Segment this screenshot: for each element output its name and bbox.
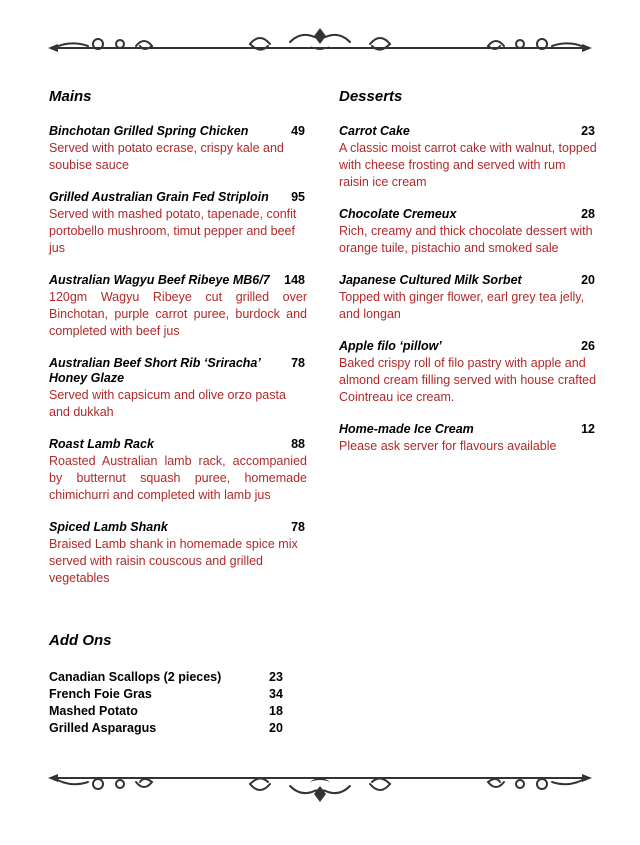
item-price: 49 xyxy=(291,124,305,138)
mains-heading: Mains xyxy=(49,88,92,105)
top-ornament xyxy=(40,22,600,62)
addon-price: 18 xyxy=(269,704,283,718)
addon-row xyxy=(49,669,299,686)
menu-item xyxy=(49,190,307,257)
mains-section xyxy=(49,88,307,603)
bottom-ornament xyxy=(40,768,600,808)
menu-item xyxy=(49,273,307,340)
item-price: 148 xyxy=(284,273,305,287)
menu-item xyxy=(339,422,597,455)
desserts-heading: Desserts xyxy=(339,88,403,105)
item-name: Carrot Cake xyxy=(339,124,410,138)
item-description: Rich, creamy and thick chocolate dessert with orange tuile, pistachio and smoked sale xyxy=(339,224,593,255)
menu-item xyxy=(49,124,307,174)
addon-price: 20 xyxy=(269,721,283,735)
item-description: Baked crispy roll of filo pastry with apple and almond cream filling served with house crafted Cointreau ice cream. xyxy=(339,356,597,404)
item-price: 12 xyxy=(581,422,595,436)
addon-price: 34 xyxy=(269,687,283,701)
item-price: 26 xyxy=(581,339,595,353)
item-price: 28 xyxy=(581,207,595,221)
addons-heading: Add Ons xyxy=(49,632,112,649)
menu-item xyxy=(339,339,597,406)
addon-row xyxy=(49,686,299,703)
item-name: Roast Lamb Rack xyxy=(49,437,154,451)
menu-item xyxy=(49,356,307,421)
item-price: 95 xyxy=(291,190,305,204)
addon-price: 23 xyxy=(269,670,283,684)
item-description: Topped with ginger flower, earl grey tea jelly, and longan xyxy=(339,290,585,321)
item-description: A classic moist carrot cake with walnut, topped with cheese frosting and served with rum raisin ice cream xyxy=(339,141,597,189)
desserts-section xyxy=(339,88,597,471)
menu-item xyxy=(49,437,307,504)
item-price: 20 xyxy=(581,273,595,287)
menu-item xyxy=(339,124,597,191)
item-description: Braised Lamb shank in homemade spice mix served with raisin couscous and grilled vegetables xyxy=(49,537,298,585)
item-price: 88 xyxy=(291,437,305,451)
item-description: 120gm Wagyu Ribeye cut grilled over Binchotan, purple carrot puree, burdock and completed with beef jus xyxy=(49,290,307,338)
menu-item xyxy=(49,520,307,587)
item-name: Spiced Lamb Shank xyxy=(49,520,168,534)
addon-name: Grilled Asparagus xyxy=(49,721,157,735)
item-name: Japanese Cultured Milk Sorbet xyxy=(339,273,522,287)
item-name: Home-made Ice Cream xyxy=(339,422,474,436)
item-name: Australian Wagyu Beef Ribeye MB6/7 xyxy=(49,273,270,287)
addons-section xyxy=(49,632,299,737)
item-name: Chocolate Cremeux xyxy=(339,207,457,221)
addon-name: French Foie Gras xyxy=(49,687,152,701)
item-name: Apple filo ‘pillow’ xyxy=(339,339,442,353)
addon-name: Canadian Scallops (2 pieces) xyxy=(49,670,222,684)
menu-item xyxy=(339,273,597,323)
addon-row xyxy=(49,720,299,737)
item-name: Binchotan Grilled Spring Chicken xyxy=(49,124,249,138)
item-price: 78 xyxy=(291,520,305,534)
item-description: Please ask server for flavours available xyxy=(339,439,557,453)
item-price: 78 xyxy=(291,356,305,370)
item-description: Roasted Australian lamb rack, accompanied by butternut squash puree, homemade chimichurri and completed with lamb jus xyxy=(49,454,307,502)
item-description: Served with mashed potato, tapenade, confit portobello mushroom, timut pepper and beef jus xyxy=(49,207,297,255)
item-price: 23 xyxy=(581,124,595,138)
item-description: Served with capsicum and olive orzo pasta and dukkah xyxy=(49,388,286,419)
addon-name: Mashed Potato xyxy=(49,704,138,718)
addon-row xyxy=(49,703,299,720)
item-name: Australian Beef Short Rib ‘Sriracha’ Honey Glaze xyxy=(49,356,261,385)
item-description: Served with potato ecrase, crispy kale and soubise sauce xyxy=(49,141,284,172)
menu-item xyxy=(339,207,597,257)
item-name: Grilled Australian Grain Fed Striploin xyxy=(49,190,269,204)
